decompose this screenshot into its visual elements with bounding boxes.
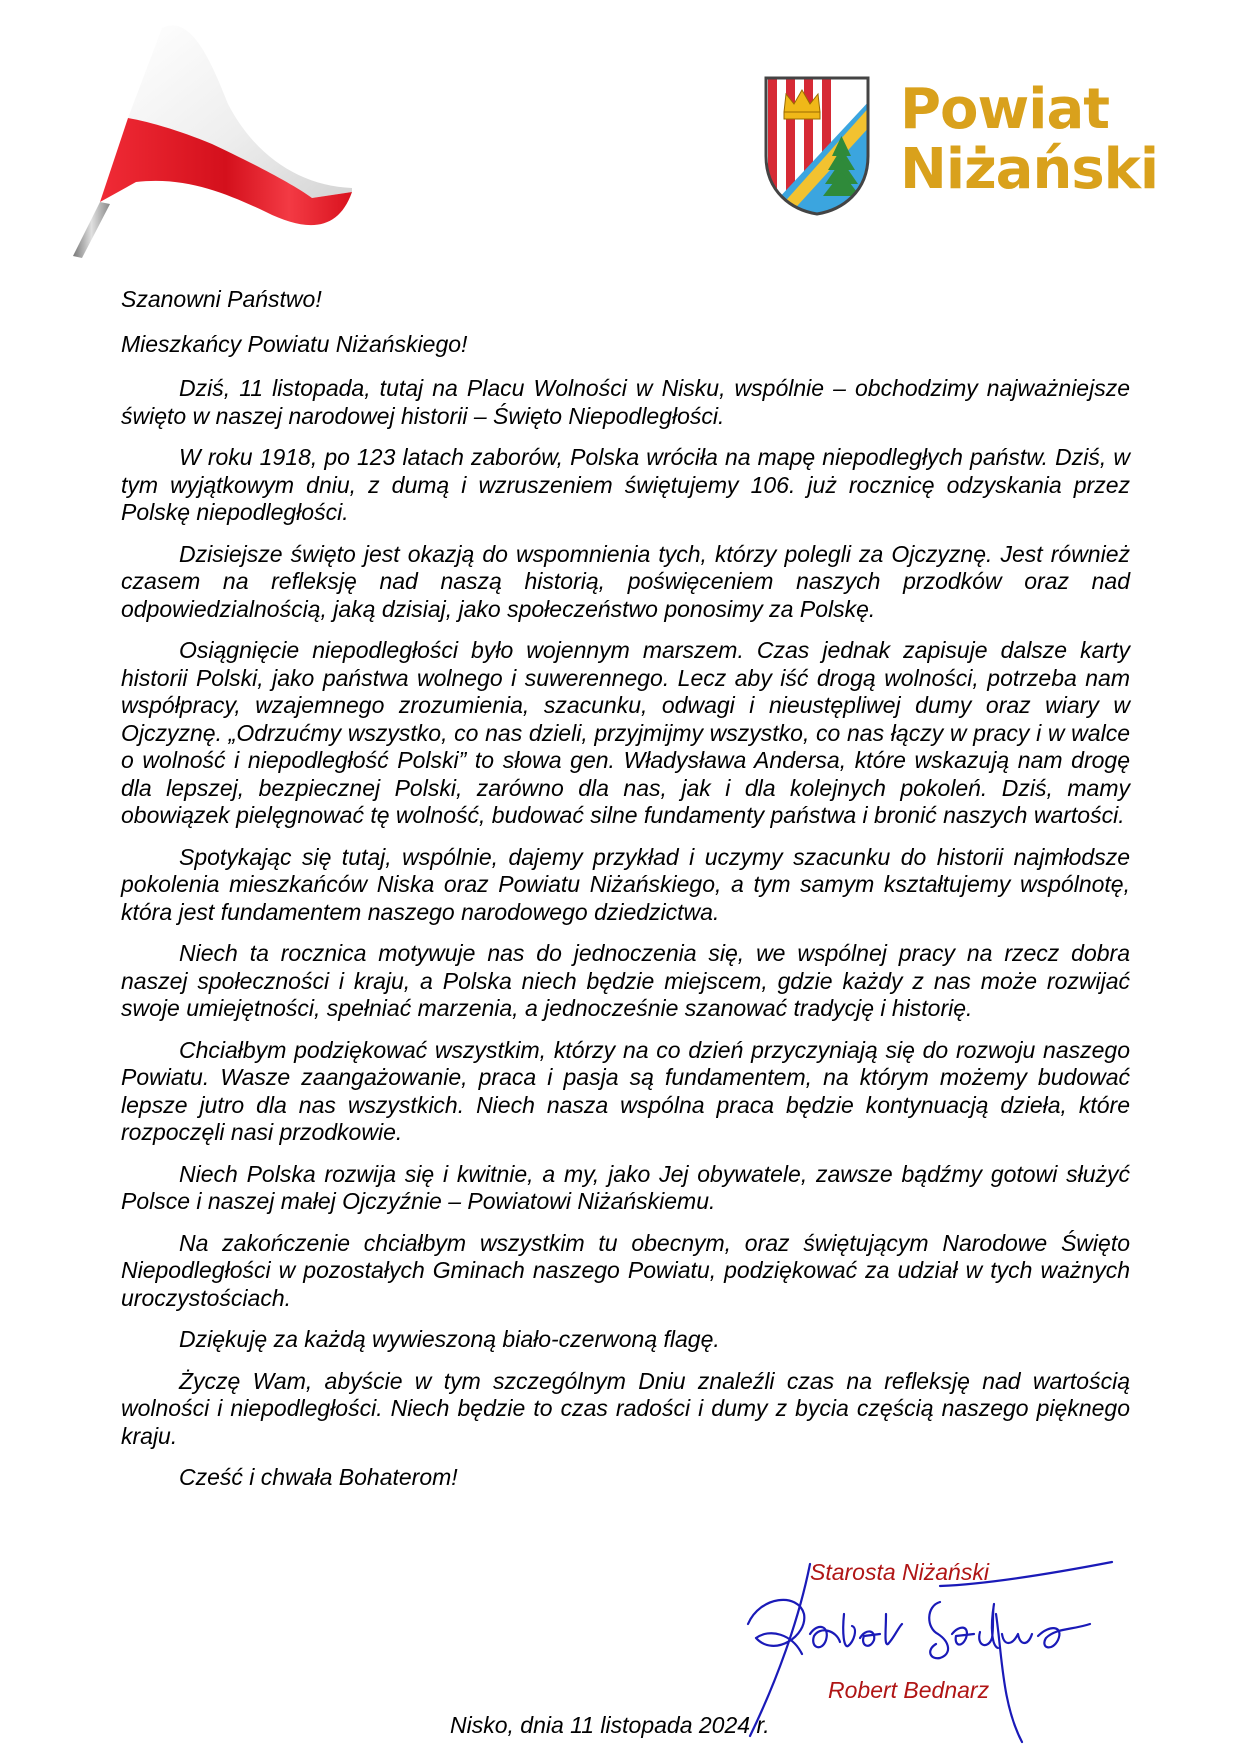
signatory-title: Starosta Niżański bbox=[810, 1559, 989, 1585]
logo-line-2: Niżański bbox=[900, 137, 1159, 202]
county-coat-of-arms-icon bbox=[762, 74, 872, 216]
greeting-2: Mieszkańcy Powiatu Niżańskiego! bbox=[121, 330, 468, 357]
paragraph: Niech Polska rozwija się i kwitnie, a my, jako Jej obywatele, zawsze bądźmy gotowi służyć Polsce i naszej małej Ojczyźnie – Powiatowi Niżańskiemu. bbox=[121, 1160, 1130, 1214]
paragraph: Dzisiejsze święto jest okazją do wspomnienia tych, którzy polegli za Ojczyznę. Jest również czasem na refleksję nad naszą historią, poświęceniem naszych przodków oraz nad odpowiedzialnością, jaką dzisiaj, jako społeczeństwo ponosimy za Polskę. bbox=[121, 540, 1130, 622]
paragraph: Osiągnięcie niepodległości było wojennym marszem. Czas jednak zapisuje dalsze karty historii Polski, jako państwa wolnego i suwerennego. Lecz aby iść drogą wolności, potrzeba nam współpracy, wzajemnego zrozumienia, szacunku, odwagi i nieustępliwej dumy oraz wiary w Ojczyznę. „Odrzućmy wszystko, co nas dzieli, przyjmijmy wszystko, co nas łączy w pracy i w walce o wolność i niepodległość Polski” to słowa gen. Władysława Andersa, które wskazują nam drogę dla lepszej, bezpiecznej Polski, zarówno dla nas, jak i dla kolejnych pokoleń. Dziś, mamy obowiązek pielęgnować tę wolność, budować silne fundamenty państwa i bronić naszych wartości. bbox=[121, 637, 1130, 828]
logo-line-1: Powiat bbox=[900, 77, 1110, 142]
greeting-1: Szanowni Państwo! bbox=[121, 286, 322, 312]
paragraph: Niech ta rocznica motywuje nas do jednoczenia się, we wspólnej pracy na rzecz dobra naszej społeczności i kraju, a Polska niech będzie miejscem, gdzie każdy z nas może rozwijać swoje umiejętności, spełniać marzenia, a jednocześnie szanować tradycję i historię. bbox=[121, 940, 1130, 1021]
paragraph: Spotykając się tutaj, wspólnie, dajemy przykład i uczymy szacunku do historii najmłodsze pokolenia mieszkańców Niska oraz Powiatu Niżańskiego, a tym samym kształtujemy wspólnotę, która jest fundamentem naszego narodowego dziedzictwa. bbox=[121, 843, 1130, 925]
paragraph: Dziś, 11 listopada, tutaj na Placu Wolności w Nisku, wspólnie – obchodzimy najważniejsze święto w naszej narodowej historii – Święto Niepodległości. bbox=[121, 375, 1130, 429]
closing-line: Cześć i chwała Bohaterom! bbox=[179, 1464, 458, 1490]
place-and-date: Nisko, dnia 11 listopada 2024 r. bbox=[450, 1712, 770, 1738]
letter-body bbox=[121, 286, 1130, 1506]
signatory-name: Robert Bednarz bbox=[828, 1677, 990, 1703]
paragraph: Życzę Wam, abyście w tym szczególnym Dniu znaleźli czas na refleksję nad wartością wolności i niepodległości. Niech będzie to czas radości i dumy z bycia częścią naszego pięknego kraju. bbox=[121, 1367, 1130, 1449]
paragraph: W roku 1918, po 123 latach zaborów, Polska wróciła na mapę niepodległych państw. Dziś, w tym wyjątkowym dniu, z dumą i wzruszeniem świętujemy 106. już rocznicę odzyskania przez Polskę niepodległości. bbox=[121, 444, 1130, 525]
paragraph: Dziękuję za każdą wywieszoną biało-czerwoną flagę. bbox=[179, 1326, 720, 1352]
paragraph: Chciałbym podziękować wszystkim, którzy na co dzień przyczyniają się do rozwoju naszego Powiatu. Wasze zaangażowanie, praca i pasja są fundamentem, na którym możemy budować lepsze jutro dla nas wszystkich. Niech nasza wspólna praca będzie kontynuacją dzieła, które rozpoczęli nasi przodkowie. bbox=[121, 1036, 1130, 1145]
paragraph: Na zakończenie chciałbym wszystkim tu obecnym, oraz świętującym Narodowe Święto Niepodległości w pozostałych Gminach naszego Powiatu, podziękować za udział w tych ważnych uroczystościach. bbox=[121, 1229, 1130, 1311]
polish-flag-icon bbox=[70, 6, 370, 264]
handwritten-signature bbox=[740, 1554, 1120, 1744]
county-logo-text bbox=[900, 77, 1159, 202]
